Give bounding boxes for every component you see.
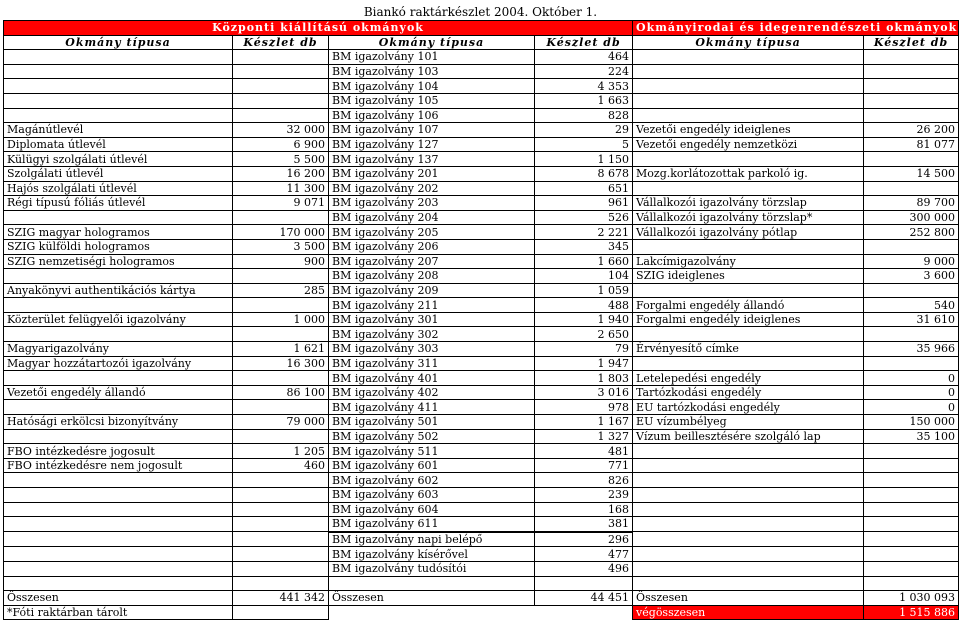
office-stock: 35 100 [864, 429, 959, 444]
item-type: Hatósági erkölcsi bizonyítvány [4, 415, 233, 430]
bm-type: BM igazolvány 603 [329, 488, 535, 503]
bm-stock: 1 803 [535, 371, 633, 386]
total-label: Összesen [329, 591, 535, 606]
table-row [4, 312, 959, 327]
office-stock: 0 [864, 400, 959, 415]
table-row [4, 385, 959, 400]
grand-total-value: 1 515 886 [864, 605, 959, 620]
office-type: EU vízumbélyeg [633, 415, 864, 430]
office-type [633, 181, 864, 196]
office-stock [864, 181, 959, 196]
office-stock: 26 200 [864, 123, 959, 138]
empty-cell [535, 605, 633, 620]
office-type [633, 64, 864, 79]
item-stock: 11 300 [233, 181, 329, 196]
bm-type: BM igazolvány 104 [329, 79, 535, 94]
bm-stock: 1 150 [535, 152, 633, 167]
office-type: Vezetői engedély ideiglenes [633, 123, 864, 138]
bm-type: BM igazolvány 105 [329, 93, 535, 108]
bm-type: BM igazolvány 401 [329, 371, 535, 386]
bm-type: BM igazolvány 106 [329, 108, 535, 123]
table-row [4, 225, 959, 240]
office-type: Érvényesítő címke [633, 342, 864, 357]
office-stock [864, 108, 959, 123]
empty-cell [233, 605, 329, 620]
item-stock [233, 429, 329, 444]
item-type: SZIG nemzetiségi hologramos [4, 254, 233, 269]
item-type: Külügyi szolgálati útlevél [4, 152, 233, 167]
bm-type: BM igazolvány kísérővel [329, 547, 535, 562]
office-stock [864, 93, 959, 108]
item-stock [233, 532, 329, 547]
bm-stock: 168 [535, 502, 633, 517]
item-stock [233, 64, 329, 79]
office-stock [864, 576, 959, 591]
item-type: Vezetői engedély állandó [4, 385, 233, 400]
bm-stock: 771 [535, 458, 633, 473]
item-stock: 1 000 [233, 312, 329, 327]
bm-stock: 1 663 [535, 93, 633, 108]
office-type [633, 50, 864, 65]
item-type [4, 532, 233, 547]
item-stock [233, 502, 329, 517]
item-type [4, 502, 233, 517]
table-row [4, 473, 959, 488]
item-type [4, 93, 233, 108]
bm-stock: 826 [535, 473, 633, 488]
item-type: Anyakönyvi authentikációs kártya [4, 283, 233, 298]
item-stock: 79 000 [233, 415, 329, 430]
item-type: Magánútlevél [4, 123, 233, 138]
bm-type: BM igazolvány 602 [329, 473, 535, 488]
table-row [4, 166, 959, 181]
item-type: Magyarigazolvány [4, 342, 233, 357]
bm-type: BM igazolvány 201 [329, 166, 535, 181]
bm-type: BM igazolvány napi belépő [329, 532, 535, 547]
item-type [4, 298, 233, 313]
office-stock [864, 532, 959, 547]
office-stock [864, 561, 959, 576]
table-row [4, 181, 959, 196]
item-type [4, 79, 233, 94]
item-type [4, 50, 233, 65]
bm-type: BM igazolvány 501 [329, 415, 535, 430]
office-stock: 14 500 [864, 166, 959, 181]
sheet-title: Biankó raktárkészlet 2004. Október 1. [363, 5, 598, 19]
bm-type: BM igazolvány 301 [329, 312, 535, 327]
table-row [4, 239, 959, 254]
item-type [4, 371, 233, 386]
item-type [4, 561, 233, 576]
office-type [633, 458, 864, 473]
item-type [4, 327, 233, 342]
footnote: *Fóti raktárban tárolt [4, 605, 233, 620]
bm-stock: 4 353 [535, 79, 633, 94]
bm-stock: 1 059 [535, 283, 633, 298]
office-stock [864, 488, 959, 503]
bm-stock: 2 650 [535, 327, 633, 342]
office-type [633, 327, 864, 342]
col-header-stock: Készlet db [535, 35, 633, 50]
total-label: Összesen [4, 591, 233, 606]
item-type: Magyar hozzátartozói igazolvány [4, 356, 233, 371]
table-row [4, 108, 959, 123]
bm-type: BM igazolvány 511 [329, 444, 535, 459]
item-stock [233, 371, 329, 386]
table-row [4, 502, 959, 517]
item-type: SZIG magyar hologramos [4, 225, 233, 240]
item-type: FBO intézkedésre jogosult [4, 444, 233, 459]
office-stock [864, 64, 959, 79]
bm-stock: 3 016 [535, 385, 633, 400]
table-row [4, 429, 959, 444]
office-type [633, 283, 864, 298]
office-type [633, 532, 864, 547]
table-row [4, 458, 959, 473]
table-row [4, 50, 959, 65]
bm-type: BM igazolvány 411 [329, 400, 535, 415]
item-stock: 1 205 [233, 444, 329, 459]
office-stock [864, 239, 959, 254]
bm-stock: 961 [535, 196, 633, 211]
office-stock [864, 473, 959, 488]
table-row [4, 444, 959, 459]
table-row [4, 123, 959, 138]
table-row [4, 79, 959, 94]
office-type: Vállalkozói igazolvány pótlap [633, 225, 864, 240]
bm-type: BM igazolvány 601 [329, 458, 535, 473]
bm-type: BM igazolvány 209 [329, 283, 535, 298]
table-row [4, 342, 959, 357]
table-row [4, 93, 959, 108]
bm-stock: 488 [535, 298, 633, 313]
item-type [4, 400, 233, 415]
office-type: Lakcímigazolvány [633, 254, 864, 269]
item-type: Diplomata útlevél [4, 137, 233, 152]
item-type: FBO intézkedésre nem jogosult [4, 458, 233, 473]
office-type: EU tartózkodási engedély [633, 400, 864, 415]
grand-total-label: végösszesen [633, 605, 864, 620]
item-type [4, 473, 233, 488]
bm-stock: 1 940 [535, 312, 633, 327]
bm-stock: 464 [535, 50, 633, 65]
bm-type: BM igazolvány 211 [329, 298, 535, 313]
table-row [4, 254, 959, 269]
bm-stock: 481 [535, 444, 633, 459]
office-type [633, 547, 864, 562]
bm-type: BM igazolvány 206 [329, 239, 535, 254]
item-stock [233, 327, 329, 342]
item-stock [233, 488, 329, 503]
bm-type [329, 576, 535, 591]
item-stock: 16 300 [233, 356, 329, 371]
office-stock [864, 283, 959, 298]
spreadsheet [3, 4, 958, 620]
bm-stock: 978 [535, 400, 633, 415]
table-row [4, 371, 959, 386]
item-stock [233, 400, 329, 415]
bm-stock: 2 221 [535, 225, 633, 240]
bm-type: BM igazolvány 103 [329, 64, 535, 79]
table-row [4, 400, 959, 415]
bm-type: BM igazolvány 303 [329, 342, 535, 357]
item-type: SZIG külföldi hologramos [4, 239, 233, 254]
table-row [4, 532, 959, 547]
office-stock [864, 50, 959, 65]
item-stock [233, 547, 329, 562]
item-stock: 86 100 [233, 385, 329, 400]
item-stock [233, 517, 329, 532]
office-stock: 252 800 [864, 225, 959, 240]
bm-type: BM igazolvány 107 [329, 123, 535, 138]
office-stock [864, 444, 959, 459]
office-type: Vezetői engedély nemzetközi [633, 137, 864, 152]
bm-stock: 1 947 [535, 356, 633, 371]
item-stock [233, 79, 329, 94]
col-header-type: Okmány típusa [633, 35, 864, 50]
bm-type: BM igazolvány 302 [329, 327, 535, 342]
office-type: Vízum beillesztésére szolgáló lap [633, 429, 864, 444]
bm-type: BM igazolvány 203 [329, 196, 535, 211]
office-type: Forgalmi engedély ideiglenes [633, 312, 864, 327]
footer-row [4, 605, 959, 620]
bm-stock: 239 [535, 488, 633, 503]
office-stock [864, 79, 959, 94]
bm-stock: 224 [535, 64, 633, 79]
bm-stock: 296 [535, 532, 633, 547]
bm-type: BM igazolvány tudósítói [329, 561, 535, 576]
item-stock [233, 473, 329, 488]
office-type [633, 517, 864, 532]
office-stock [864, 327, 959, 342]
item-stock: 16 200 [233, 166, 329, 181]
bm-type: BM igazolvány 311 [329, 356, 535, 371]
col-header-type: Okmány típusa [4, 35, 233, 50]
bm-type: BM igazolvány 611 [329, 517, 535, 532]
section-header-row [4, 21, 959, 36]
office-stock [864, 517, 959, 532]
item-type [4, 576, 233, 591]
office-type [633, 502, 864, 517]
item-type: Közterület felügyelői igazolvány [4, 312, 233, 327]
table-row [4, 488, 959, 503]
bm-type: BM igazolvány 208 [329, 269, 535, 284]
office-stock [864, 152, 959, 167]
item-stock [233, 93, 329, 108]
bm-stock: 526 [535, 210, 633, 225]
table-row [4, 269, 959, 284]
col-header-stock: Készlet db [864, 35, 959, 50]
bm-type: BM igazolvány 502 [329, 429, 535, 444]
office-stock: 0 [864, 385, 959, 400]
item-type [4, 210, 233, 225]
totals-row [4, 591, 959, 606]
office-type [633, 356, 864, 371]
item-type [4, 64, 233, 79]
office-type: SZIG ideiglenes [633, 269, 864, 284]
item-stock: 285 [233, 283, 329, 298]
table-row [4, 152, 959, 167]
bm-stock: 5 [535, 137, 633, 152]
office-stock: 81 077 [864, 137, 959, 152]
office-stock [864, 458, 959, 473]
table-row [4, 137, 959, 152]
office-type: Forgalmi engedély állandó [633, 298, 864, 313]
office-type [633, 561, 864, 576]
item-type [4, 429, 233, 444]
item-stock: 170 000 [233, 225, 329, 240]
bm-stock: 381 [535, 517, 633, 532]
office-stock: 9 000 [864, 254, 959, 269]
total-office: 1 030 093 [864, 591, 959, 606]
office-type: Vállalkozói igazolvány törzslap* [633, 210, 864, 225]
office-type [633, 488, 864, 503]
bm-stock: 651 [535, 181, 633, 196]
table-body [4, 50, 959, 591]
office-type [633, 152, 864, 167]
bm-type: BM igazolvány 204 [329, 210, 535, 225]
office-type [633, 473, 864, 488]
item-stock: 3 500 [233, 239, 329, 254]
office-type: Vállalkozói igazolvány törzslap [633, 196, 864, 211]
item-type: Régi típusú fóliás útlevél [4, 196, 233, 211]
item-stock: 5 500 [233, 152, 329, 167]
item-type: Hajós szolgálati útlevél [4, 181, 233, 196]
table-row [4, 210, 959, 225]
bm-type: BM igazolvány 207 [329, 254, 535, 269]
table-row [4, 283, 959, 298]
office-type [633, 576, 864, 591]
bm-stock: 496 [535, 561, 633, 576]
table-row [4, 561, 959, 576]
office-stock: 540 [864, 298, 959, 313]
bm-stock: 104 [535, 269, 633, 284]
office-type [633, 79, 864, 94]
col-header-stock: Készlet db [233, 35, 329, 50]
table-row [4, 576, 959, 591]
item-stock: 900 [233, 254, 329, 269]
item-stock [233, 108, 329, 123]
bm-type: BM igazolvány 202 [329, 181, 535, 196]
table-row [4, 356, 959, 371]
bm-type: BM igazolvány 137 [329, 152, 535, 167]
office-type: Letelepedési engedély [633, 371, 864, 386]
item-stock: 32 000 [233, 123, 329, 138]
table-row [4, 196, 959, 211]
item-stock [233, 210, 329, 225]
office-type [633, 239, 864, 254]
item-type [4, 488, 233, 503]
office-stock: 300 000 [864, 210, 959, 225]
item-type [4, 108, 233, 123]
bm-stock: 1 327 [535, 429, 633, 444]
bm-type: BM igazolvány 205 [329, 225, 535, 240]
office-type: Tartózkodási engedély [633, 385, 864, 400]
item-type [4, 547, 233, 562]
office-type [633, 444, 864, 459]
bm-stock: 8 678 [535, 166, 633, 181]
bm-type: BM igazolvány 402 [329, 385, 535, 400]
bm-stock: 828 [535, 108, 633, 123]
bm-stock: 477 [535, 547, 633, 562]
column-header-row [4, 35, 959, 50]
bm-type: BM igazolvány 101 [329, 50, 535, 65]
office-stock: 35 966 [864, 342, 959, 357]
office-stock: 0 [864, 371, 959, 386]
item-stock: 9 071 [233, 196, 329, 211]
table-row [4, 327, 959, 342]
item-stock: 1 621 [233, 342, 329, 357]
table-row [4, 298, 959, 313]
table-row [4, 415, 959, 430]
bm-stock [535, 576, 633, 591]
office-type [633, 108, 864, 123]
total-central: 441 342 [233, 591, 329, 606]
office-stock [864, 356, 959, 371]
bm-type: BM igazolvány 127 [329, 137, 535, 152]
item-stock: 460 [233, 458, 329, 473]
bm-stock: 29 [535, 123, 633, 138]
item-type: Szolgálati útlevél [4, 166, 233, 181]
item-stock: 6 900 [233, 137, 329, 152]
bm-type: BM igazolvány 604 [329, 502, 535, 517]
stock-table [3, 20, 959, 620]
office-stock: 89 700 [864, 196, 959, 211]
bm-stock: 79 [535, 342, 633, 357]
total-bm: 44 451 [535, 591, 633, 606]
item-stock [233, 298, 329, 313]
col-header-type: Okmány típusa [329, 35, 535, 50]
table-row [4, 517, 959, 532]
table-row [4, 547, 959, 562]
item-stock [233, 576, 329, 591]
section-central: Központi kiállítású okmányok [4, 21, 633, 36]
office-stock: 31 610 [864, 312, 959, 327]
office-stock [864, 547, 959, 562]
empty-cell [329, 605, 535, 620]
office-type: Mozg.korlátozottak parkoló ig. [633, 166, 864, 181]
item-type [4, 517, 233, 532]
item-stock [233, 50, 329, 65]
bm-stock: 1 660 [535, 254, 633, 269]
item-stock [233, 561, 329, 576]
item-type [4, 269, 233, 284]
office-type [633, 93, 864, 108]
bm-stock: 345 [535, 239, 633, 254]
office-stock: 150 000 [864, 415, 959, 430]
table-row [4, 64, 959, 79]
section-office: Okmányirodai és idegenrendészeti okmányok [633, 21, 959, 36]
bm-stock: 1 167 [535, 415, 633, 430]
office-stock [864, 502, 959, 517]
total-label: Összesen [633, 591, 864, 606]
item-stock [233, 269, 329, 284]
office-stock: 3 600 [864, 269, 959, 284]
